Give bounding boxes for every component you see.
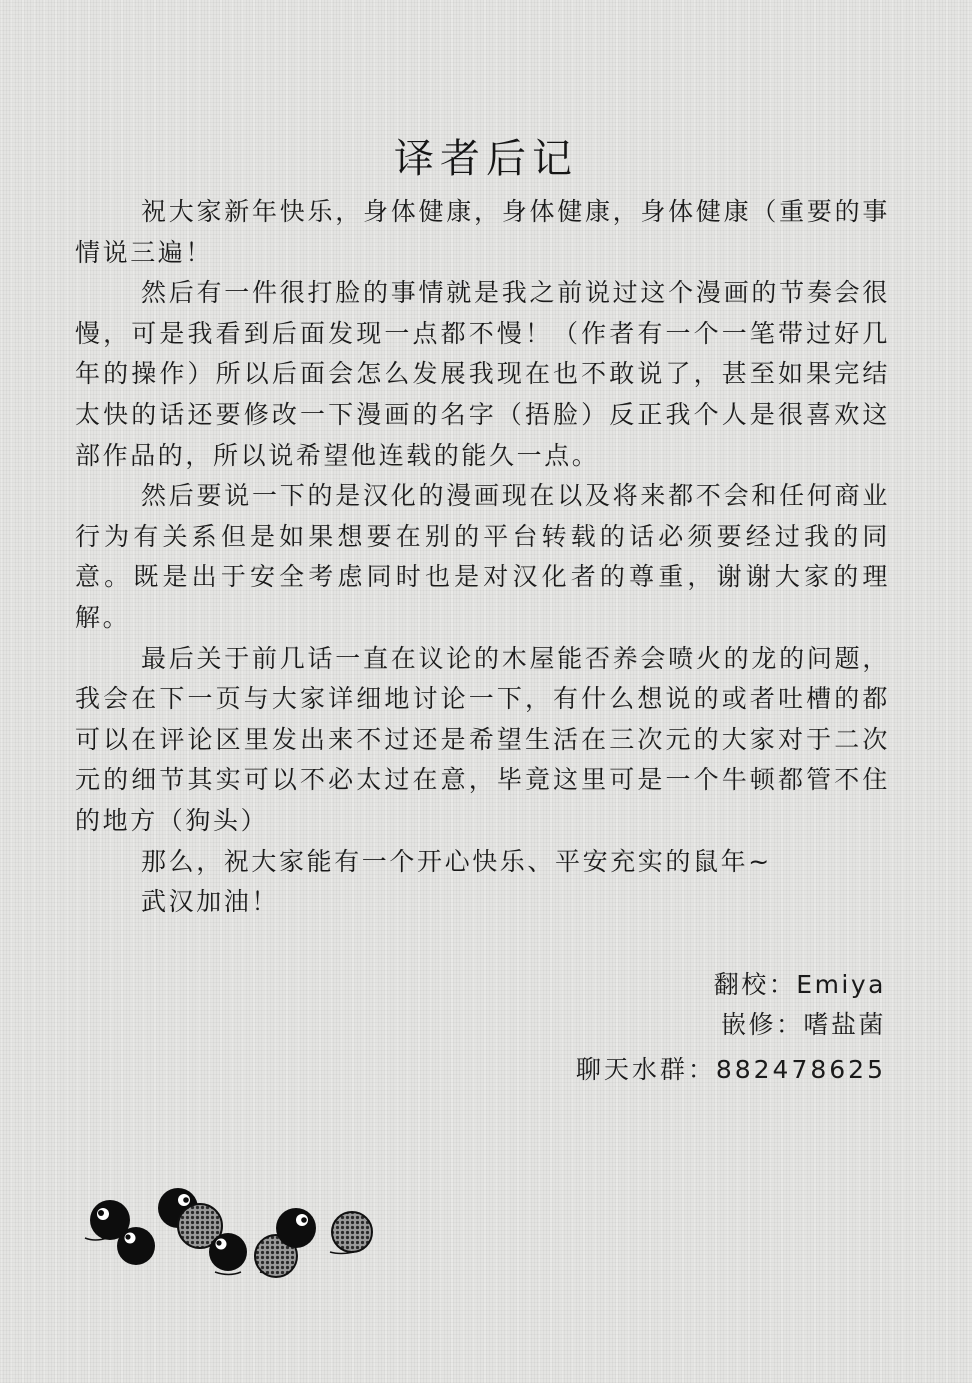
credit-translator: 翻校：Emiya xyxy=(713,970,886,999)
page-title: 译者后记 xyxy=(394,135,578,182)
credits-block xyxy=(576,965,886,1090)
cherry-5 xyxy=(276,1208,316,1248)
cherry-4 xyxy=(209,1233,247,1271)
paragraph-reposting: 然后要说一下的是汉化的漫画现在以及将来都不会和任何商业行为有关系但是如果想要在别的平台转载的话必须要经过我的同意。既是出于安全考虑同时也是对汉化者的尊重，谢谢大家的理解。 xyxy=(75,481,890,632)
paragraph-greeting: 祝大家新年快乐，身体健康，身体健康，身体健康（重要的事情说三遍！ xyxy=(75,197,890,267)
cherry-2 xyxy=(117,1227,155,1265)
fruit-illustration xyxy=(80,1180,390,1290)
paragraph-new-year: 那么，祝大家能有一个开心快乐、平安充实的鼠年~ xyxy=(141,846,772,876)
paragraph-pacing: 然后有一件很打脸的事情就是我之前说过这个漫画的节奏会很慢，可是我看到后面发现一点都不慢！（作者有一个一笔带过好几年的操作）所以后面会怎么发展我现在也不敢说了，甚至如果完结太快的话还要修改一下漫画的名字（捂脸）反正我个人是很喜欢这部作品的，所以说希望他连载的能久一点。 xyxy=(75,278,890,470)
credit-typesetter: 嵌修：嗜盐菌 xyxy=(720,1010,886,1039)
afterword-body xyxy=(75,192,890,923)
credit-chat-group: 聊天水群：882478625 xyxy=(575,1055,886,1084)
paragraph-dragon: 最后关于前几话一直在议论的木屋能否养会喷火的龙的问题，我会在下一页与大家详细地讨论一下，有什么想说的或者吐槽的都可以在评论区里发出来不过还是希望生活在三次元的大家对于二次元的细节其实可以不必太过在意，毕竟这里可是一个牛顿都管不住的地方（狗头） xyxy=(75,643,890,835)
raspberry-3 xyxy=(332,1212,372,1252)
paragraph-wuhan: 武汉加油！ xyxy=(141,887,280,917)
